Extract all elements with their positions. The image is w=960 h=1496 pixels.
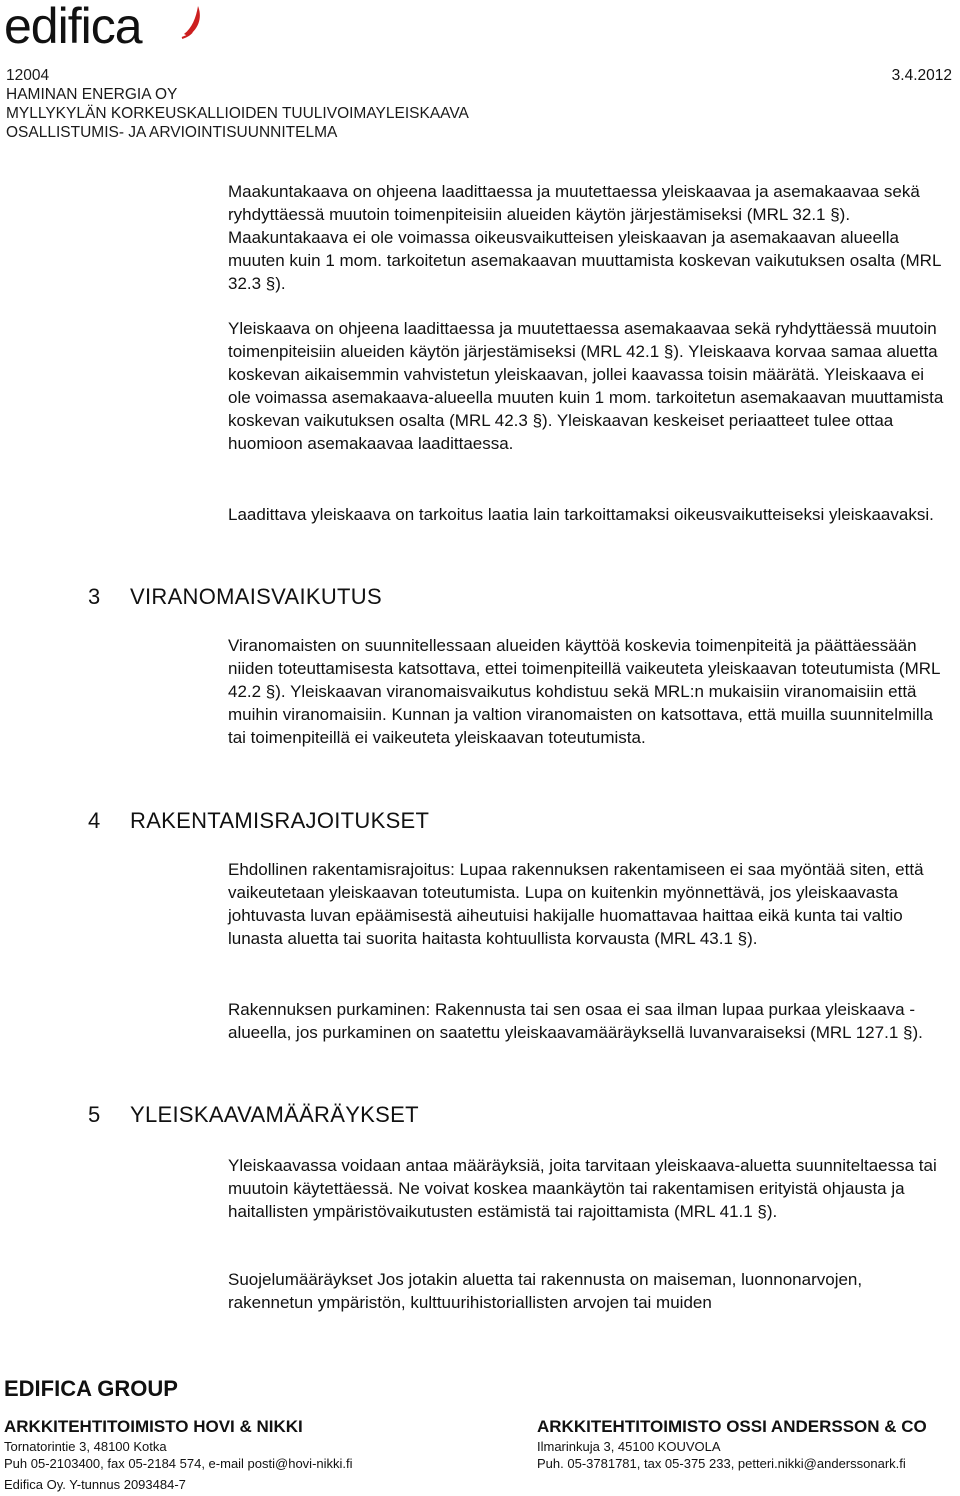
footer-office-right bbox=[537, 1416, 957, 1472]
section-title: YLEISKAAVAMÄÄRÄYKSET bbox=[130, 1102, 419, 1127]
edifica-logo bbox=[4, 2, 204, 58]
paragraph-oikeusvaikutteinen: Laadittava yleiskaava on tarkoitus laatia lain tarkoittamaksi oikeusvaikutteiseksi yleiskaavaksi. bbox=[228, 505, 934, 524]
office-contact: Puh. 05-3781781, tax 05-375 233, petteri.nikki@anderssonark.fi bbox=[537, 1456, 906, 1471]
section-4-paragraph-2: Rakennuksen purkaminen: Rakennusta tai sen osaa ei saa ilman lupaa purkaa yleiskaava -alueella, jos purkaminen on saatettu yleiskaavamääräyksellä luvanvaraiseksi (MRL 127.1 §). bbox=[228, 1000, 923, 1042]
section-title: RAKENTAMISRAJOITUKSET bbox=[130, 808, 430, 833]
logo-wordmark: edifica bbox=[4, 0, 142, 54]
section-heading-5 bbox=[88, 1102, 419, 1128]
document-name: OSALLISTUMIS- JA ARVIOINTISUUNNITELMA bbox=[6, 124, 338, 141]
office-address: Tornatorintie 3, 48100 Kotka bbox=[4, 1439, 167, 1454]
edifica-swoosh-icon bbox=[180, 4, 204, 40]
section-3-paragraph: Viranomaisten on suunnitellessaan alueiden käyttöä koskevia toimenpiteitä ja päättäessään niiden toteuttamisesta katsottava, ettei toimenpiteillä vaikeuteta yleiskaavan toteutumista (MRL 42.2 §). Yleiskaavan viranomaisvaikutus kohdistuu sekä MRL:n mukaisiin viranomaisiin että muihin viranomaisiin. Kunnan ja valtion viranomaisten on katsottava, että muilla suunnitelmilla tai toimenpiteillä ei vaikeuteta yleiskaavan toteutumista. bbox=[228, 636, 940, 747]
footer-business-id: Edifica Oy. Y-tunnus 2093484-7 bbox=[4, 1477, 186, 1492]
project-name: MYLLYKYLÄN KORKEUSKALLIOIDEN TUULIVOIMAYLEISKAAVA bbox=[6, 105, 469, 122]
section-4-paragraph-1: Ehdollinen rakentamisrajoitus: Lupaa rakennuksen rakentamiseen ei saa myöntää siten, että vaikeutetaan yleiskaavan toteutumista. Lupa on kuitenkin myönnettävä, jos yleiskaavasta johtuvasta luvan epäämisestä aiheutuisi hakijalle huomattavaa haittaa eikä kunta tai valtio lunasta aluetta tai suorita haitasta kohtuullista korvausta (MRL 43.1 §). bbox=[228, 860, 924, 948]
section-5-paragraph-1: Yleiskaavassa voidaan antaa määräyksiä, joita tarvitaan yleiskaava-aluetta suunniteltaessa tai muutoin käytettäessä. Ne voivat koskea maankäytön tai rakentamisen erityistä ohjausta ja haitallisten ympäristövaikutusten estämistä tai rajoittamista (MRL 41.1 §). bbox=[228, 1156, 937, 1221]
section-heading-3 bbox=[88, 584, 382, 610]
office-contact: Puh 05-2103400, fax 05-2184 574, e-mail posti@hovi-nikki.fi bbox=[4, 1456, 353, 1471]
project-number: 12004 bbox=[6, 67, 50, 84]
section-5-paragraph-2: Suojelumääräykset Jos jotakin aluetta tai rakennusta on maiseman, luonnonarvojen, rakennetun ympäristön, kulttuurihistoriallisten arvojen tai muiden bbox=[228, 1270, 863, 1312]
section-number: 3 bbox=[88, 584, 101, 609]
paragraph-maakuntakaava: Maakuntakaava on ohjeena laadittaessa ja muutettaessa yleiskaavaa ja asemakaavaa sekä ryhdyttäessä muutoin toimenpiteisiin alueiden käytön järjestämiseksi (MRL 32.1 §). Maakuntakaava ei ole voimassa oikeusvaikutteisen yleiskaavan ja asemakaavan alueella muuten kuin 1 mom. tarkoitetun asemakaavan muuttamista koskevan vaikutuksen osalta (MRL 32.3 §). bbox=[228, 182, 941, 293]
office-name: ARKKITEHTITOIMISTO OSSI ANDERSSON & CO bbox=[537, 1417, 927, 1436]
client-name: HAMINAN ENERGIA OY bbox=[6, 86, 178, 103]
office-address: Ilmarinkuja 3, 45100 KOUVOLA bbox=[537, 1439, 721, 1454]
section-heading-4 bbox=[88, 808, 429, 834]
office-name: ARKKITEHTITOIMISTO HOVI & NIKKI bbox=[4, 1417, 303, 1436]
section-number: 4 bbox=[88, 808, 101, 833]
paragraph-yleiskaava: Yleiskaava on ohjeena laadittaessa ja muutettaessa asemakaavaa sekä ryhdyttäessä muutoin toimenpiteisiin alueiden käytön järjestämiseksi (MRL 42.1 §). Yleiskaava korvaa samaa aluetta koskevan aikaisemmin vahvistetun yleiskaavan, jollei kaavassa toisin määrätä. Yleiskaava ei ole voimassa asemakaava-alueella muuten kuin 1 mom. tarkoitetun asemakaavan muuttamista koskevan vaikutuksen osalta (MRL 42.3 §). Yleiskaavan keskeiset periaatteet tulee ottaa huomioon asemakaavaa laadittaessa. bbox=[228, 319, 944, 453]
document-date: 3.4.2012 bbox=[891, 67, 952, 84]
section-title: VIRANOMAISVAIKUTUS bbox=[130, 584, 382, 609]
footer-office-left bbox=[4, 1416, 504, 1472]
footer-group-name: EDIFICA GROUP bbox=[4, 1376, 178, 1401]
section-number: 5 bbox=[88, 1102, 101, 1127]
